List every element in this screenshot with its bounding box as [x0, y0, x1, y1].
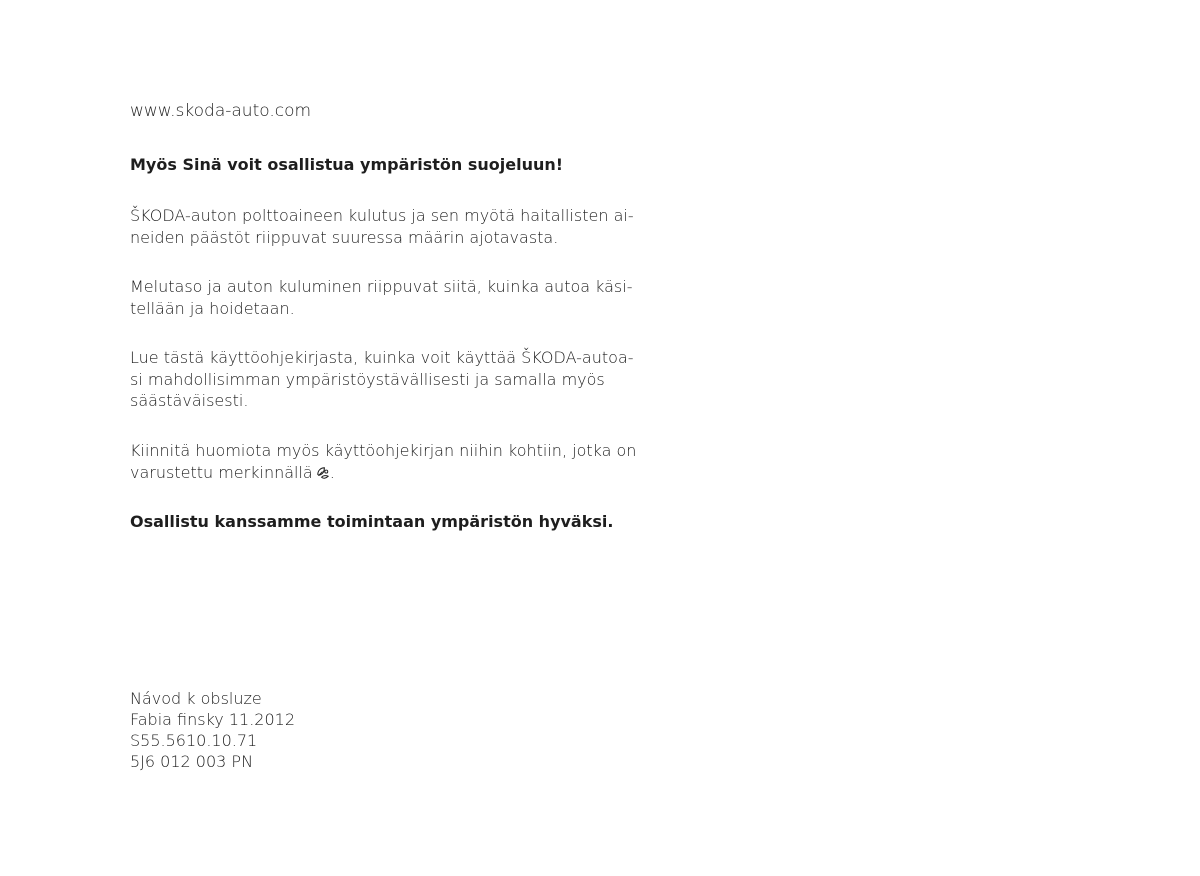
website-url: www.skoda-auto.com [130, 101, 312, 121]
paragraph-line: tellään ja hoidetaan. [130, 298, 295, 318]
paragraph-noise-wear [130, 276, 633, 319]
heading-join-us: Osallistu kanssamme toimintaan ympäristön hyväksi. [130, 512, 614, 531]
paragraph-line: Melutaso ja auton kuluminen riippuvat siitä, kuinka autoa käsi- [130, 277, 633, 296]
paragraph-line-text: varustettu merkinnällä [130, 462, 313, 482]
document-code: S55.5610.10.71 [130, 731, 258, 750]
paragraph-fuel-consumption [130, 205, 634, 248]
manual-title: Návod k obsluze [130, 689, 262, 708]
paragraph-line-with-icon [130, 462, 630, 484]
paragraph-line: säästäväisesti. [130, 391, 249, 410]
paragraph-line-end: . [329, 462, 335, 482]
part-number: 5J6 012 003 PN [130, 752, 254, 771]
paragraph-line: neiden päästöt riippuvat suuressa määrin ajotavasta. [130, 227, 559, 247]
paragraph-line: si mahdollisimman ympäristöystävällisesti ja samalla myös [130, 369, 605, 389]
paragraph-line: Lue tästä käyttöohjekirjasta, kuinka voit käyttää ŠKODA-autoa- [130, 348, 634, 367]
paragraph-marked-sections [130, 440, 637, 483]
heading-environment-protection: Myös Sinä voit osallistua ympäristön suojeluun! [130, 155, 564, 174]
edition-info: Fabia finsky 11.2012 [130, 710, 295, 729]
publication-info [130, 688, 295, 772]
paragraph-eco-usage [130, 347, 634, 412]
paragraph-line: Kiinnitä huomiota myös käyttöohjekirjan niihin kohtiin, jotka on [130, 441, 637, 460]
environment-icon [315, 465, 330, 480]
paragraph-line: ŠKODA-auton polttoaineen kulutus ja sen myötä haitallisten ai- [130, 206, 634, 225]
